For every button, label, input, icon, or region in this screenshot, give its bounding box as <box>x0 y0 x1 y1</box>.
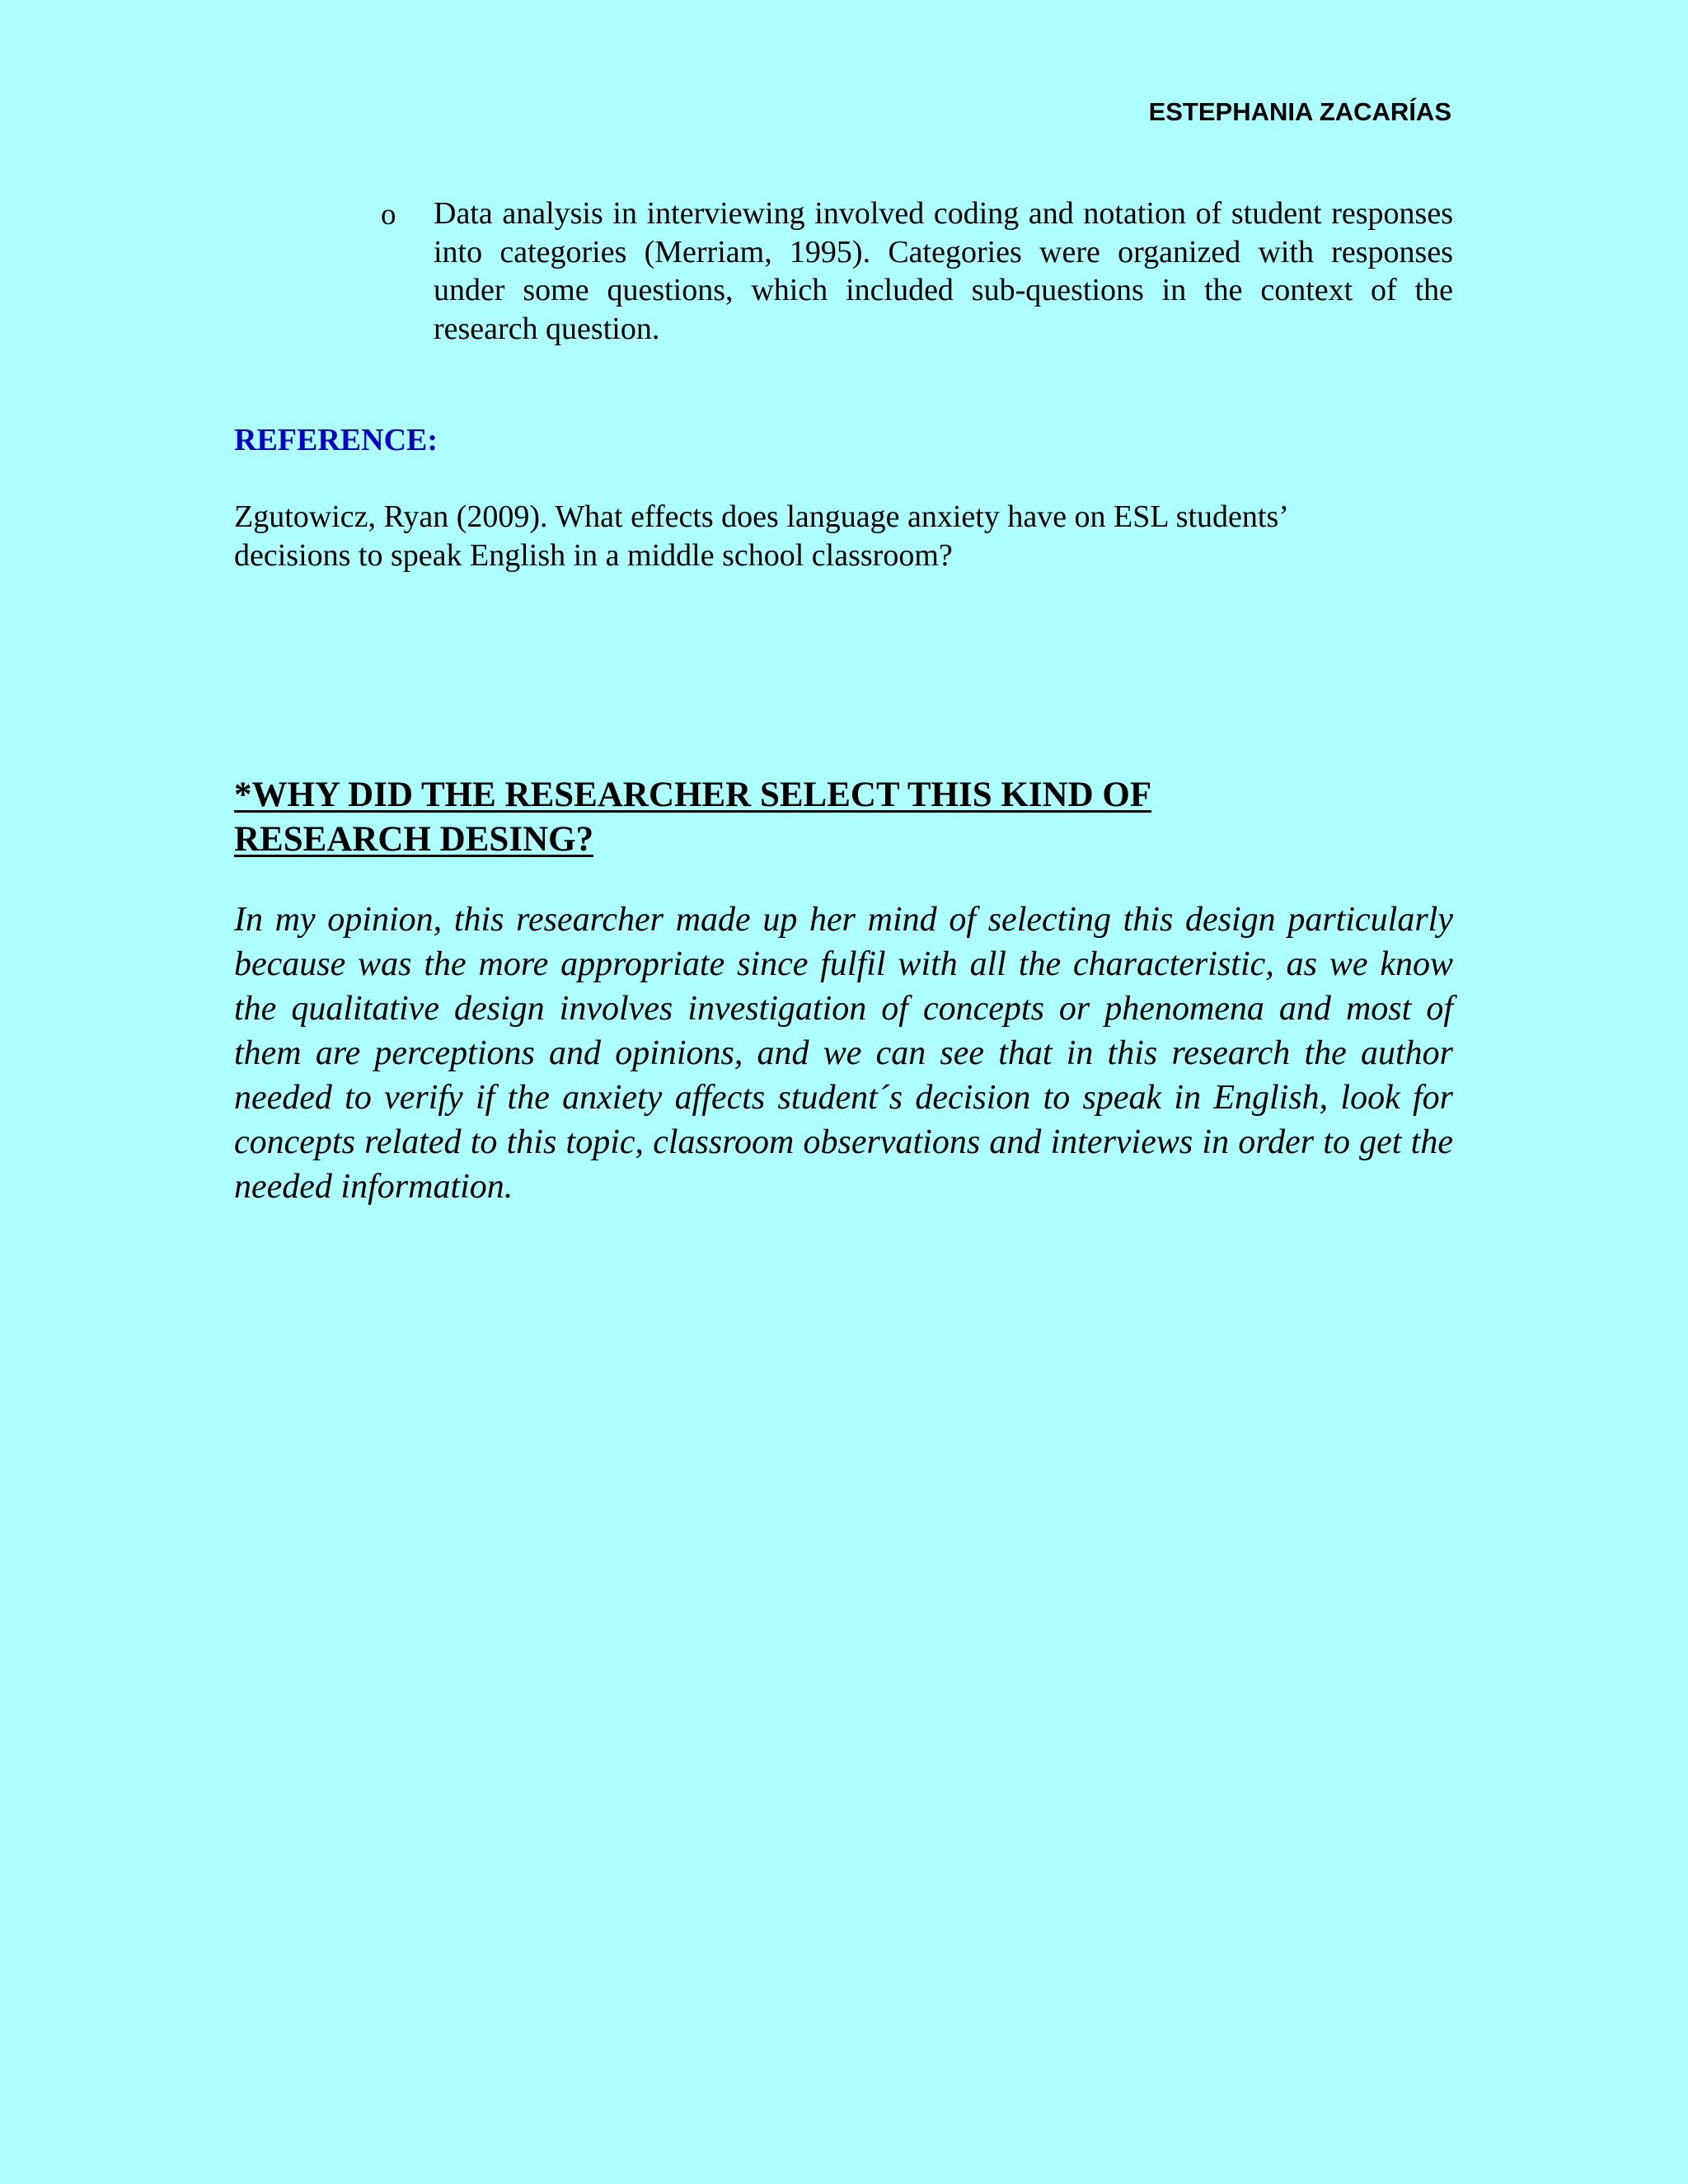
question-heading: *WHY DID THE RESEARCHER SELECT THIS KIND OF RESEARCH DESING? <box>234 776 1152 859</box>
bullet-marker: o <box>381 198 396 232</box>
reference-heading: REFERENCE: <box>234 423 438 457</box>
answer-paragraph: In my opinion, this researcher made up her mind of selecting this design particularly because was the more appropriate since fulfil with all the characteristic, as we know the qualitative design involves investigation of concepts or phenomena and most of them are perceptions and opinions, and we can see that in this research the author needed to verify if the anxiety affects student´s decision to speak in English, look for concepts related to this topic, classroom observations and interviews in order to get the needed information. <box>234 901 1453 1206</box>
bullet-paragraph: Data analysis in interviewing involved coding and notation of student responses into categories (Merriam, 1995). Categories were organized with responses under some questions, which included sub-questions in the context of the research question. <box>434 196 1453 346</box>
reference-citation: Zgutowicz, Ryan (2009). What effects does language anxiety have on ESL students’ decisions to speak English in a middle school classroom? <box>234 499 1287 573</box>
author-header: ESTEPHANIA ZACARÍAS <box>1148 97 1451 126</box>
